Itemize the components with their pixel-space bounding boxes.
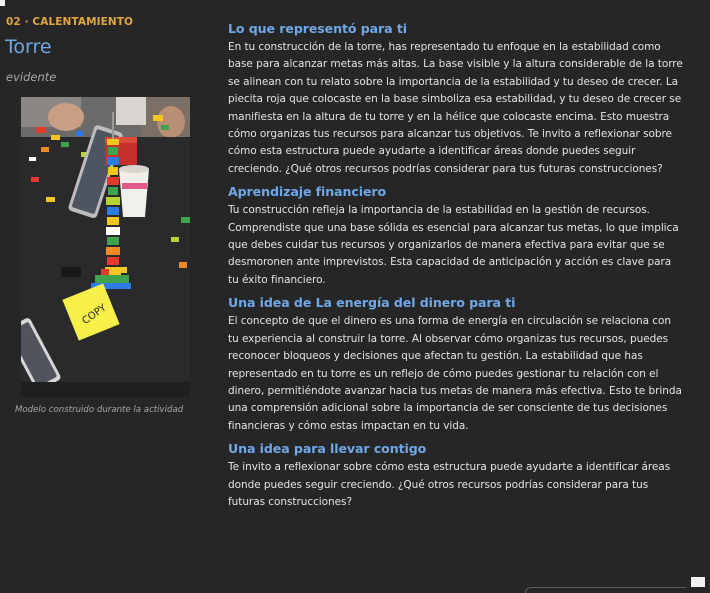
left-column [0, 0, 210, 593]
section-body: El concepto de que el dinero es una forma de energía en circulación se relaciona con tu experiencia al construir la torre. Al observar cómo organizas tus recursos, puedes reconocer bloqueos y decisiones que afectan tu gestión. La estabilidad que has representado en tu torre es un reflejo de cómo puedes gestionar tu relación con el dinero, permitiéndote avanzar hacia tus metas de manera más efectiva. Esto te brinda una comprensión adicional sobre la importancia de ser consciente de tus decisiones financieras y cómo estas impactan en tu vida. [228, 315, 682, 432]
section-takeaway [228, 440, 683, 511]
activity-photo [21, 97, 190, 397]
bottom-panel-edge [525, 587, 686, 593]
photo-caption: Modelo construido durante la actividad [15, 405, 184, 415]
page-subtitle: evidente [6, 70, 57, 84]
section-body: En tu construcción de la torre, has representado tu enfoque en la estabilidad como base para alcanzar metas más altas. La base visible y la altura considerable de la torre se alinean con tu relato sobre la importancia de la estabilidad y tu deseo de crecer. La piecita roja que colocaste en la base simboliza esa estabilidad, y tu deseo de crecer se manifiesta en la altura de tu torre y en la hélice que colocaste encima. Esto muestra cómo organizas tus recursos para alcanzar tus objetivos. Te invito a reflexionar sobre cómo esta estructura puede ayudarte a identificar áreas donde puedes seguir creciendo. ¿Qué otros recursos podrías considerar para tus futuras construcciones? [228, 41, 683, 175]
section-heading: Una idea para llevar contigo [228, 441, 427, 457]
section-money-energy [228, 294, 683, 435]
section-body: Tu construcción refleja la importancia de la estabilidad en la gestión de recursos. Comprendiste que una base sólida es esencial para alcanzar tus metas, lo que implica que debes cuidar tus recursos y organizarlos de manera efectiva para evitar que se desmoronen ante imprevistos. Esta capacidad de anticipación y acción es clave para tu éxito financiero. [228, 204, 679, 286]
section-tag: 02 · CALENTAMIENTO [6, 16, 134, 28]
section-heading: Aprendizaje financiero [228, 184, 387, 200]
section-heading: Lo que representó para ti [228, 21, 407, 36]
page-title: Torre [5, 36, 52, 58]
section-representation [228, 20, 683, 178]
content-column [228, 20, 683, 511]
lego-tower-photo [21, 97, 190, 397]
sticky-note-text: COPY [80, 302, 109, 327]
section-financial-learning [228, 183, 683, 289]
section-heading: Una idea de La energía del dinero para ti [228, 295, 516, 311]
resize-handle[interactable] [691, 577, 705, 587]
section-body: Te invito a reflexionar sobre cómo esta estructura puede ayudarte a identificar áreas donde puedes seguir creciendo. ¿Qué otros recursos podrías considerar para tus futuras construcciones? [228, 461, 671, 508]
